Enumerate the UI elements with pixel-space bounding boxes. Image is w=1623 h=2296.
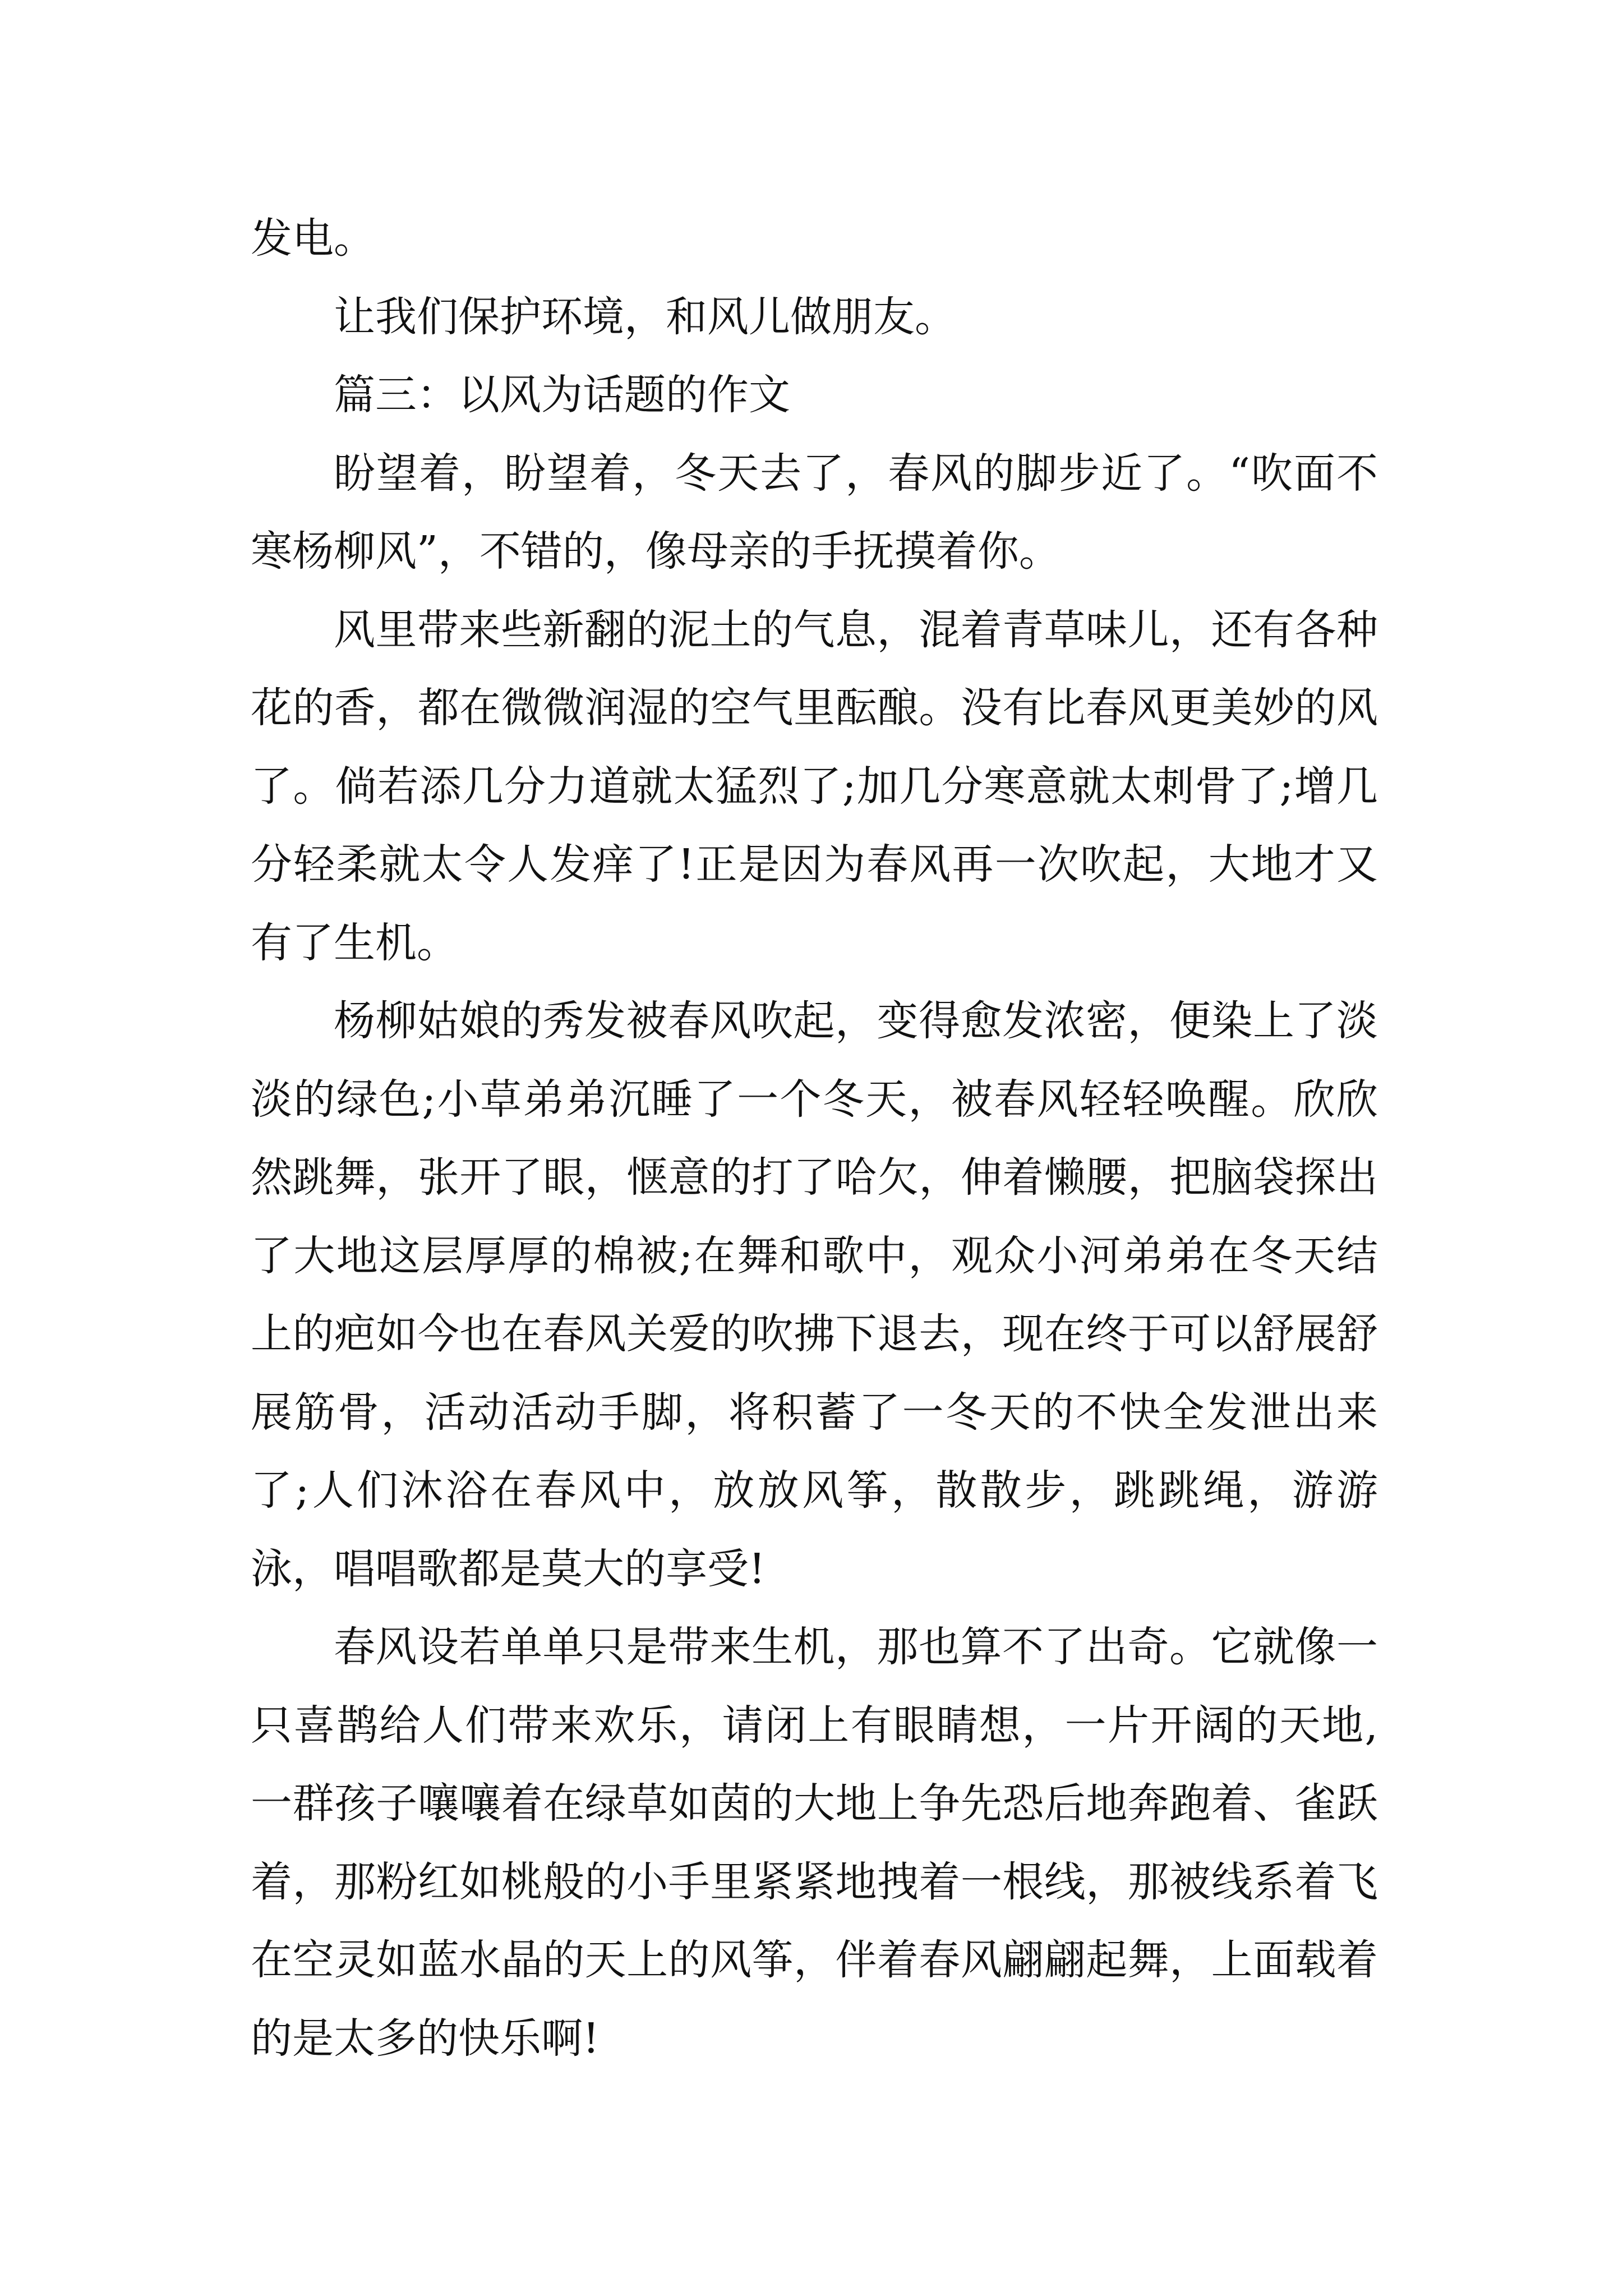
document-body: [251, 200, 1378, 2078]
paragraph: 风里带来些新翻的泥土的气息，混着青草味儿，还有各种花的香，都在微微润湿的空气里酝酿。没有比春风更美妙的风了。倘若添几分力道就太猛烈了;加几分寒意就太刺骨了;增几分轻柔就太令人发痒了!正是因为春风再一次吹起，大地才又有了生机。: [251, 605, 1378, 967]
paragraph: 盼望着，盼望着，冬天去了，春风的脚步近了。“吹面不寒杨柳风”，不错的，像母亲的手抚摸着你。: [251, 449, 1378, 576]
paragraph: 让我们保护环境，和风儿做朋友。: [334, 292, 956, 341]
paragraph: 杨柳姑娘的秀发被春风吹起，变得愈发浓密，便染上了淡淡的绿色;小草弟弟沉睡了一个冬天，被春风轻轻唤醒。欣欣然跳舞，张开了眼，惬意的打了哈欠，伸着懒腰，把脑袋探出了大地这层厚厚的棉被;在舞和歌中，观众小河弟弟在冬天结上的疤如今也在春风关爱的吹拂下退去，现在终于可以舒展舒展筋骨，活动活动手脚，将积蓄了一冬天的不快全发泄出来了;人们沐浴在春风中，放放风筝，散散步，跳跳绳，游游泳，唱唱歌都是莫大的享受!: [251, 997, 1378, 1593]
paragraph: 发电。: [251, 214, 375, 263]
section-heading: 篇三：以风为话题的作文: [334, 371, 790, 419]
paragraph: 春风设若单单只是带来生机，那也算不了出奇。它就像一只喜鹊给人们带来欢乐，请闭上有眼睛想，一片开阔的天地,一群孩子嚷嚷着在绿草如茵的大地上争先恐后地奔跑着、雀跃着，那粉红如桃般的小手里紧紧地拽着一根线，那被线系着飞在空灵如蓝水晶的天上的风筝，伴着春风翩翩起舞，上面载着的是太多的快乐啊!: [251, 1623, 1378, 2063]
